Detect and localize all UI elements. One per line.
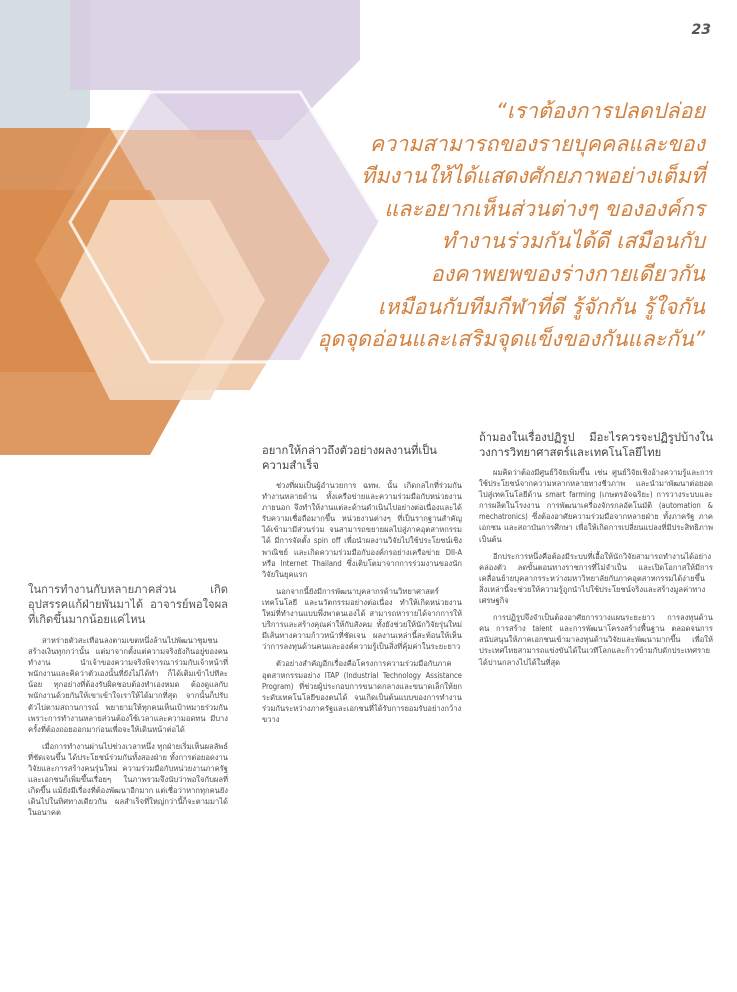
question-heading: ในการทำงานกับหลายภาคส่วน เกิดอุปสรรคแก้ฝ่ายพันมาได้ อาจารย์พอใจผลที่เกิดขึ้นมากน้อยแค่ไหน (28, 583, 228, 626)
paragraph: ตัวอย่างสำคัญอีกเรื่องคือโครงการความร่วมมือกับภาคอุตสาหกรรมอย่าง ITAP (Industrial Technology Assistance Program) ที่ช่วยผู้ประกอบการขนาดกลางและขนาดเล็กให้ยกระดับเทคโนโลยีของตนได้ จนเกิดเป็นต้นแบบของการทำงานร่วมกันระหว่างภาครัฐและเอกชนที่ได้รับการยอมรับอย่างกว้างขวาง (262, 659, 462, 724)
column-middle (262, 443, 462, 731)
question-heading: อยากให้กล่าวถึงตัวอย่างผลงานที่เป็นความสำเร็จ (262, 444, 437, 472)
quote-line: และอยากเห็นส่วนต่างๆ ขององค์กร (384, 196, 705, 222)
paragraph: เมื่อการทำงานผ่านไปช่วงเวลาหนึ่ง ทุกฝ่ายเริ่มเห็นผลลัพธ์ที่ชัดเจนขึ้น ได้ประโยชน์ร่วมกันทั้งสองฝ่าย ทั้งการต่อยอดงานวิจัยและการสร้างคนรุ่นใหม่ ความร่วมมือกับหน่วยงานภาครัฐและเอกชนก็เพิ่มขึ้นเรื่อยๆ ในภาพรวมจึงนับว่าพอใจกับผลที่เกิดขึ้น แม้ยังมีเรื่องที่ต้องพัฒนาอีกมาก แต่เชื่อว่าหากทุกคนยังเดินไปในทิศทางเดียวกัน ผลสำเร็จที่ใหญ่กว่านี้ก็จะตามมาได้ในอนาคต (28, 741, 228, 818)
pull-quote (145, 96, 705, 357)
quote-line: องคาพยพของร่างกายเดียวกัน (430, 261, 705, 287)
page-number: 23 (691, 22, 711, 38)
question-heading: ถ้ามองในเรื่องปฏิรูป มีอะไรควรจะปฏิรูปบ้างในวงการวิทยาศาสตร์และเทคโนโลยีไทย (479, 431, 713, 459)
quote-line: ทีมงานให้ได้แสดงศักยภาพอย่างเต็มที่ (361, 164, 705, 190)
paragraph: นอกจากนี้ยังมีการพัฒนาบุคลากรด้านวิทยาศาสตร์ เทคโนโลยี และนวัตกรรมอย่างต่อเนื่อง ทำให้เกิดหน่วยงานใหม่ที่ทำงานแบบพึ่งพาตนเองได้ สามารถหารายได้จากการให้บริการและสร้างคุณค่าให้กับสังคม ทั้งยังช่วยให้นักวิจัยรุ่นใหม่มีเส้นทางความก้าวหน้าที่ชัดเจน ผลงานเหล่านี้สะท้อนให้เห็นว่าการลงทุนด้านคนและองค์ความรู้เป็นสิ่งที่คุ้มค่าในระยะยาว (262, 586, 462, 652)
column-left (28, 582, 228, 825)
quote-line: ทำงานร่วมกันได้ดี เสมือนกับ (441, 229, 705, 255)
paragraph: ช่วงที่ผมเป็นผู้อำนวยการ ฉทพ. นั้น เกิดกลไกที่ร่วมกันทำงานหลายด้าน ทั้งเครือข่ายและความร่วมมือกับหน่วยงานภายนอก จึงทำให้งานแต่ละด้านดำเนินไปอย่างต่อเนื่องและได้รับความเชื่อถือมากขึ้น หน่วยงานต่างๆ ที่เป็นรากฐานสำคัญได้เข้ามามีส่วนร่วม จนสามารถขยายผลไปสู่ภาคอุตสาหกรรมได้ มีการจัดตั้ง spin off เพื่อนำผลงานวิจัยไปใช้ประโยชน์เชิงพาณิชย์ และเกิดความร่วมมือกับองค์กรอย่างเครือข่าย DII-A หรือ Internet Thailand ซึ่งเติบโตมาจากการร่วมงานของนักวิจัยในยุคแรก (262, 481, 462, 579)
quote-line: “เราต้องการปลดปล่อย (495, 99, 705, 124)
quote-line: เหมือนกับทีมกีฬาที่ดี รู้จักกัน รู้ใจกัน (377, 294, 705, 320)
paragraph: สาหร่ายตัวสะเทือนลงตามเขตหนึ่งล้านไปพัฒนาชุมชน สร้างเงินทุกกว่านั้น แต่มาจากตั้งแต่ความจริงยังกินอยู่ของคนทำงาน นำเจ้าของความจริงพิจารณาร่วมกับเจ้าหน้าที่พนักงานและคิดว่าตัวเองนั้นที่ยังไม่ได้ทำ ก็ได้เติมเข้าไปทีละน้อย ทุกอย่างที่ต้องรับผิดชอบต้องทำเองหมด ต้องดูแลกับพนักงานด้วยกันให้เขาเข้าใจเราให้ได้มากที่สุด จากนั้นก็ปรับตัวไปตามสถานการณ์ พยายามให้ทุกคนเห็นเป้าหมายร่วมกัน เพราะการทำงานหลายส่วนต้องใช้เวลาและความอดทน มีบางครั้งที่ต้องถอยออกมาก่อนเพื่อจะให้เดินหน้าต่อได้ (28, 636, 228, 734)
paragraph: การปฏิรูปจึงจำเป็นต้องอาศัยการวางแผนระยะยาว การลงทุนด้านคน การสร้าง talent และการพัฒนาโครงสร้างพื้นฐาน ตลอดจนการสนับสนุนให้ภาคเอกชนเข้ามาลงทุนด้านวิจัยและพัฒนามากขึ้น เพื่อให้ประเทศไทยสามารถแข่งขันได้ในเวทีโลกและก้าวข้ามกับดักประเทศรายได้ปานกลางไปได้ในที่สุด (479, 613, 713, 667)
column-right (479, 430, 713, 674)
paragraph: อีกประการหนึ่งคือต้องมีระบบที่เอื้อให้นักวิจัยสามารถทำงานได้อย่างคล่องตัว ลดขั้นตอนทางราชการที่ไม่จำเป็น และเปิดโอกาสให้มีการเคลื่อนย้ายบุคลากรระหว่างมหาวิทยาลัยกับภาคอุตสาหกรรมได้ง่ายขึ้น สิ่งเหล่านี้จะช่วยให้ความรู้ถูกนำไปใช้ประโยชน์จริงและสร้างมูลค่าทางเศรษฐกิจ (479, 551, 713, 606)
quote-line: ความสามารถของรายบุคคลและของ (369, 131, 705, 157)
quote-line: อุดจุดอ่อนและเสริมจุดแข็งของกันและกัน” (317, 327, 705, 353)
paragraph: ผมคิดว่าต้องมีศูนย์วิจัยเพิ่มขึ้น เช่น ศูนย์วิจัยเชิงอ้างความรู้และการใช้ประโยชน์จากความหลากหลายทางชีวภาพ และนำมาพัฒนาต่อยอดไปสู่เทคโนโลยีด้าน smart farming (เกษตรอัจฉริยะ) การวางระบบและการผลิตในโรงงาน การพัฒนาเครื่องจักรกลอัตโนมัติ (automation & mechatronics) ซึ่งต้องอาศัยความร่วมมือจากหลายฝ่าย ทั้งภาครัฐ ภาคเอกชน และสถาบันการศึกษา เพื่อให้เกิดการเปลี่ยนแปลงที่มีประสิทธิภาพ เป็นต้น (479, 468, 713, 544)
